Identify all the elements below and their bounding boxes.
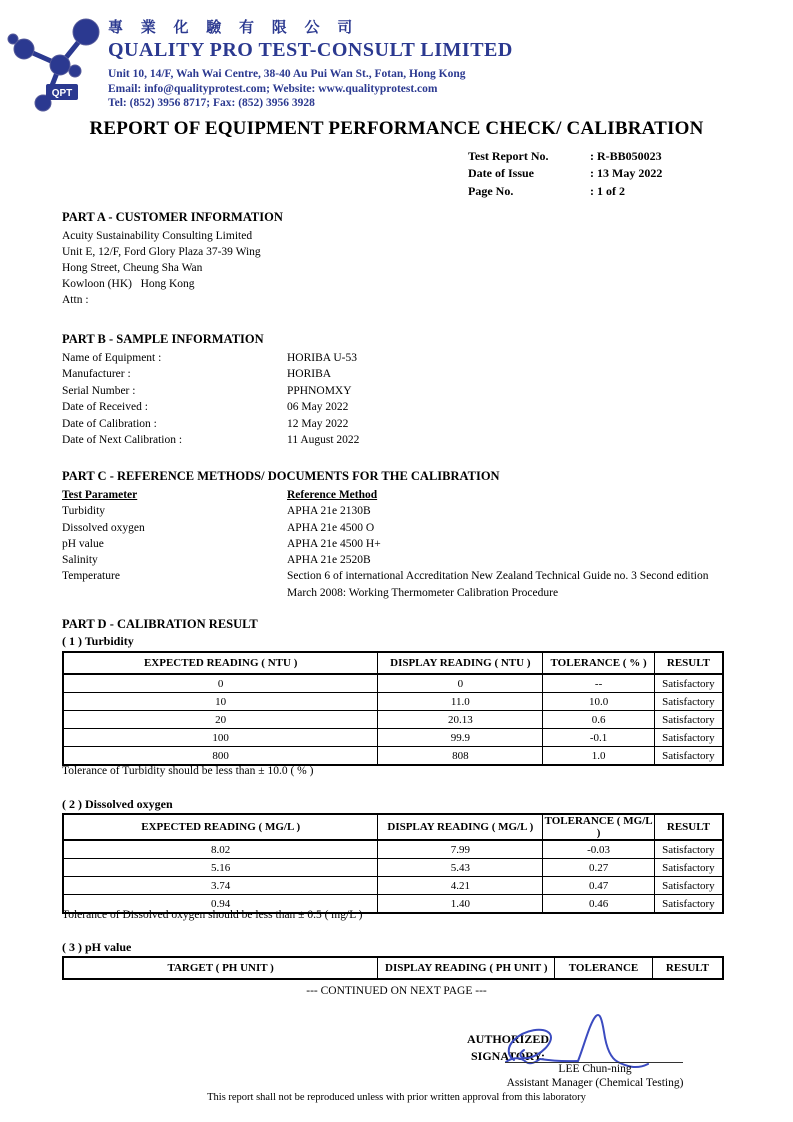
cell: Satisfactory — [654, 877, 723, 895]
dissolved-oxygen-tolerance-note: Tolerance of Dissolved oxygen should be less than ± 0.5 ( mg/L ) — [62, 909, 363, 921]
company-email-website: Email: info@qualityprotest.com; Website: www.qualityprotest.com — [108, 82, 438, 95]
cell: -0.03 — [543, 840, 655, 859]
param-temperature: Temperature — [62, 570, 120, 583]
cell: -- — [543, 674, 655, 693]
sample-info-row — [62, 366, 359, 382]
cell: Satisfactory — [654, 693, 723, 711]
equipment-name-value: HORIBA U-53 — [287, 352, 357, 364]
sample-info-row — [62, 416, 359, 432]
test-parameter-column-header: Test Parameter — [62, 489, 138, 501]
date-received-value: 06 May 2022 — [287, 401, 349, 414]
cell: 0.27 — [543, 859, 655, 877]
method-dissolved-oxygen: APHA 21e 4500 O — [287, 521, 375, 534]
table-row — [63, 674, 723, 693]
param-dissolved-oxygen: Dissolved oxygen — [62, 521, 145, 534]
turbidity-table-label: ( 1 ) Turbidity — [62, 634, 134, 648]
sample-info-row — [62, 383, 359, 399]
ph-table — [62, 956, 724, 980]
page-no-value: : 1 of 2 — [590, 183, 625, 198]
cell: Satisfactory — [654, 747, 723, 766]
table-row — [63, 711, 723, 729]
turbidity-tolerance-note: Tolerance of Turbidity should be less than ± 10.0 ( % ) — [62, 765, 314, 777]
date-of-issue-value: : 13 May 2022 — [590, 166, 663, 181]
table-row — [63, 693, 723, 711]
report-title: REPORT OF EQUIPMENT PERFORMANCE CHECK/ CALIBRATION — [89, 118, 704, 139]
report-info-row — [468, 165, 662, 182]
dissolved-oxygen-table — [62, 813, 724, 914]
method-temperature: Section 6 of international Accreditation New Zealand Technical Guide no. 3 Second edition March 2008: Working Thermometer Calibration Procedure — [287, 570, 709, 599]
cell: 0.94 — [63, 895, 378, 914]
part-c-section — [62, 469, 725, 601]
param-salinity: Salinity — [62, 554, 98, 567]
manufacturer-label: Manufacturer : — [62, 368, 131, 381]
part-a-heading: PART A - CUSTOMER INFORMATION — [62, 210, 283, 224]
table-row — [63, 729, 723, 747]
logo-qpt-text: QPT — [51, 88, 73, 99]
cell: 0.46 — [543, 895, 655, 914]
company-tel-fax: Tel: (852) 3956 8717; Fax: (852) 3956 3928 — [108, 97, 315, 109]
company-logo — [6, 8, 106, 113]
molecule-logo-icon — [6, 8, 106, 113]
reference-method-row — [62, 503, 725, 519]
customer-address-line3: Kowloon (HK) Hong Kong — [62, 278, 195, 291]
cell: 20 — [63, 711, 378, 729]
date-calibration-value: 12 May 2022 — [287, 417, 349, 430]
signatory-label-line2: SIGNATORY: — [470, 1049, 546, 1063]
cell: Satisfactory — [654, 840, 723, 859]
sample-info-row — [62, 350, 359, 366]
company-name-english: QUALITY PRO TEST-CONSULT LIMITED — [108, 39, 513, 61]
serial-number-label: Serial Number : — [62, 384, 136, 397]
cell: Satisfactory — [654, 711, 723, 729]
test-report-no-label: Test Report No. — [468, 149, 549, 163]
cell: 808 — [378, 747, 543, 766]
ph-col-target: TARGET ( PH UNIT ) — [63, 957, 378, 979]
cell: 10 — [63, 693, 378, 711]
report-info-row — [468, 183, 662, 200]
cell: 4.21 — [378, 877, 543, 895]
reference-method-row — [62, 568, 725, 601]
customer-name: Acuity Sustainability Consulting Limited — [62, 230, 253, 242]
sample-info-row — [62, 399, 359, 415]
reference-method-column-header: Reference Method — [287, 489, 378, 501]
table-row — [63, 877, 723, 895]
part-d-heading: PART D - CALIBRATION RESULT — [62, 617, 258, 631]
param-ph-value: pH value — [62, 537, 104, 550]
signatory-title: Assistant Manager (Chemical Testing) — [506, 1077, 684, 1089]
part-b-heading: PART B - SAMPLE INFORMATION — [62, 332, 264, 346]
table-row — [63, 840, 723, 859]
cell: 10.0 — [543, 693, 655, 711]
cell: 0 — [63, 674, 378, 693]
signatory-name: LEE Chun-ning — [558, 1063, 632, 1075]
table-row — [63, 747, 723, 766]
param-turbidity: Turbidity — [62, 505, 106, 518]
do-col-tolerance: TOLERANCE ( MG/L ) — [544, 815, 653, 839]
authorized-label-line1: AUTHORIZED — [466, 1032, 549, 1046]
cell: Satisfactory — [654, 674, 723, 693]
page-no-label: Page No. — [468, 183, 514, 198]
ph-col-display: DISPLAY READING ( PH UNIT ) — [378, 957, 555, 979]
serial-number-value: PPHNOMXY — [287, 384, 352, 397]
test-report-no-value: : R-BB050023 — [590, 149, 662, 163]
part-a-section — [62, 210, 283, 308]
do-col-expected: EXPECTED READING ( MG/L ) — [63, 814, 378, 840]
part-b-section — [62, 332, 359, 448]
date-next-calibration-label: Date of Next Calibration : — [62, 434, 183, 447]
do-col-result: RESULT — [654, 814, 723, 840]
date-received-label: Date of Received : — [62, 401, 148, 414]
cell: 11.0 — [378, 693, 543, 711]
manufacturer-value: HORIBA — [287, 368, 332, 381]
do-header-row — [63, 814, 723, 840]
ph-header-row — [63, 957, 723, 979]
turbidity-table — [62, 651, 724, 766]
dissolved-oxygen-table-label: ( 2 ) Dissolved oxygen — [62, 797, 173, 811]
company-block — [108, 16, 513, 111]
turbidity-header-row — [63, 652, 723, 674]
turbidity-col-result: RESULT — [654, 652, 723, 674]
customer-address-line1: Unit E, 12/F, Ford Glory Plaza 37-39 Wing — [62, 246, 261, 259]
date-next-calibration-value: 11 August 2022 — [287, 434, 360, 447]
cell: 5.16 — [63, 859, 378, 877]
part-c-heading: PART C - REFERENCE METHODS/ DOCUMENTS FOR THE CALIBRATION — [62, 469, 500, 483]
cell: -0.1 — [543, 729, 655, 747]
company-address: Unit 10, 14/F, Wah Wai Centre, 38-40 Au Pui Wan St., Fotan, Hong Kong — [108, 68, 466, 80]
cell: 8.02 — [63, 840, 378, 859]
report-info-row — [468, 148, 662, 165]
ph-table-label: ( 3 ) pH value — [62, 940, 132, 954]
ph-col-tolerance: TOLERANCE — [555, 957, 653, 979]
cell: 3.74 — [63, 877, 378, 895]
footer-disclaimer: This report shall not be reproduced unless with prior written approval from this laboratory — [207, 1092, 586, 1103]
reference-method-row — [62, 536, 725, 552]
equipment-name-label: Name of Equipment : — [62, 352, 162, 364]
date-calibration-label: Date of Calibration : — [62, 417, 157, 430]
cell: Satisfactory — [654, 859, 723, 877]
cell: 20.13 — [378, 711, 543, 729]
company-name-chinese: 專 業 化 驗 有 限 公 司 — [108, 20, 360, 36]
method-salinity: APHA 21e 2520B — [287, 554, 371, 567]
customer-attn: Attn : — [62, 294, 89, 307]
cell: 1.40 — [378, 895, 543, 914]
ph-col-result: RESULT — [652, 957, 723, 979]
cell: 100 — [63, 729, 378, 747]
cell: 7.99 — [378, 840, 543, 859]
customer-address-line2: Hong Street, Cheung Sha Wan — [62, 262, 203, 275]
continued-on-next-page: --- CONTINUED ON NEXT PAGE --- — [306, 985, 487, 997]
method-ph-value: APHA 21e 4500 H+ — [287, 537, 381, 550]
cell: 99.9 — [378, 729, 543, 747]
reference-method-row — [62, 520, 725, 536]
table-row — [63, 859, 723, 877]
cell: 0 — [378, 674, 543, 693]
cell: 0.47 — [543, 877, 655, 895]
sample-info-row — [62, 432, 359, 448]
cell: 1.0 — [543, 747, 655, 766]
report-info — [468, 148, 662, 200]
cell: 800 — [63, 747, 378, 766]
reference-method-row — [62, 552, 725, 568]
method-turbidity: APHA 21e 2130B — [287, 505, 371, 518]
turbidity-col-expected: EXPECTED READING ( NTU ) — [63, 652, 378, 674]
turbidity-col-tolerance: TOLERANCE ( % ) — [543, 652, 655, 674]
cell: Satisfactory — [654, 895, 723, 914]
date-of-issue-label: Date of Issue — [468, 166, 534, 181]
cell: 0.6 — [543, 711, 655, 729]
cell: Satisfactory — [654, 729, 723, 747]
cell: 5.43 — [378, 859, 543, 877]
do-col-display: DISPLAY READING ( MG/L ) — [378, 814, 543, 840]
turbidity-col-display: DISPLAY READING ( NTU ) — [378, 652, 543, 674]
